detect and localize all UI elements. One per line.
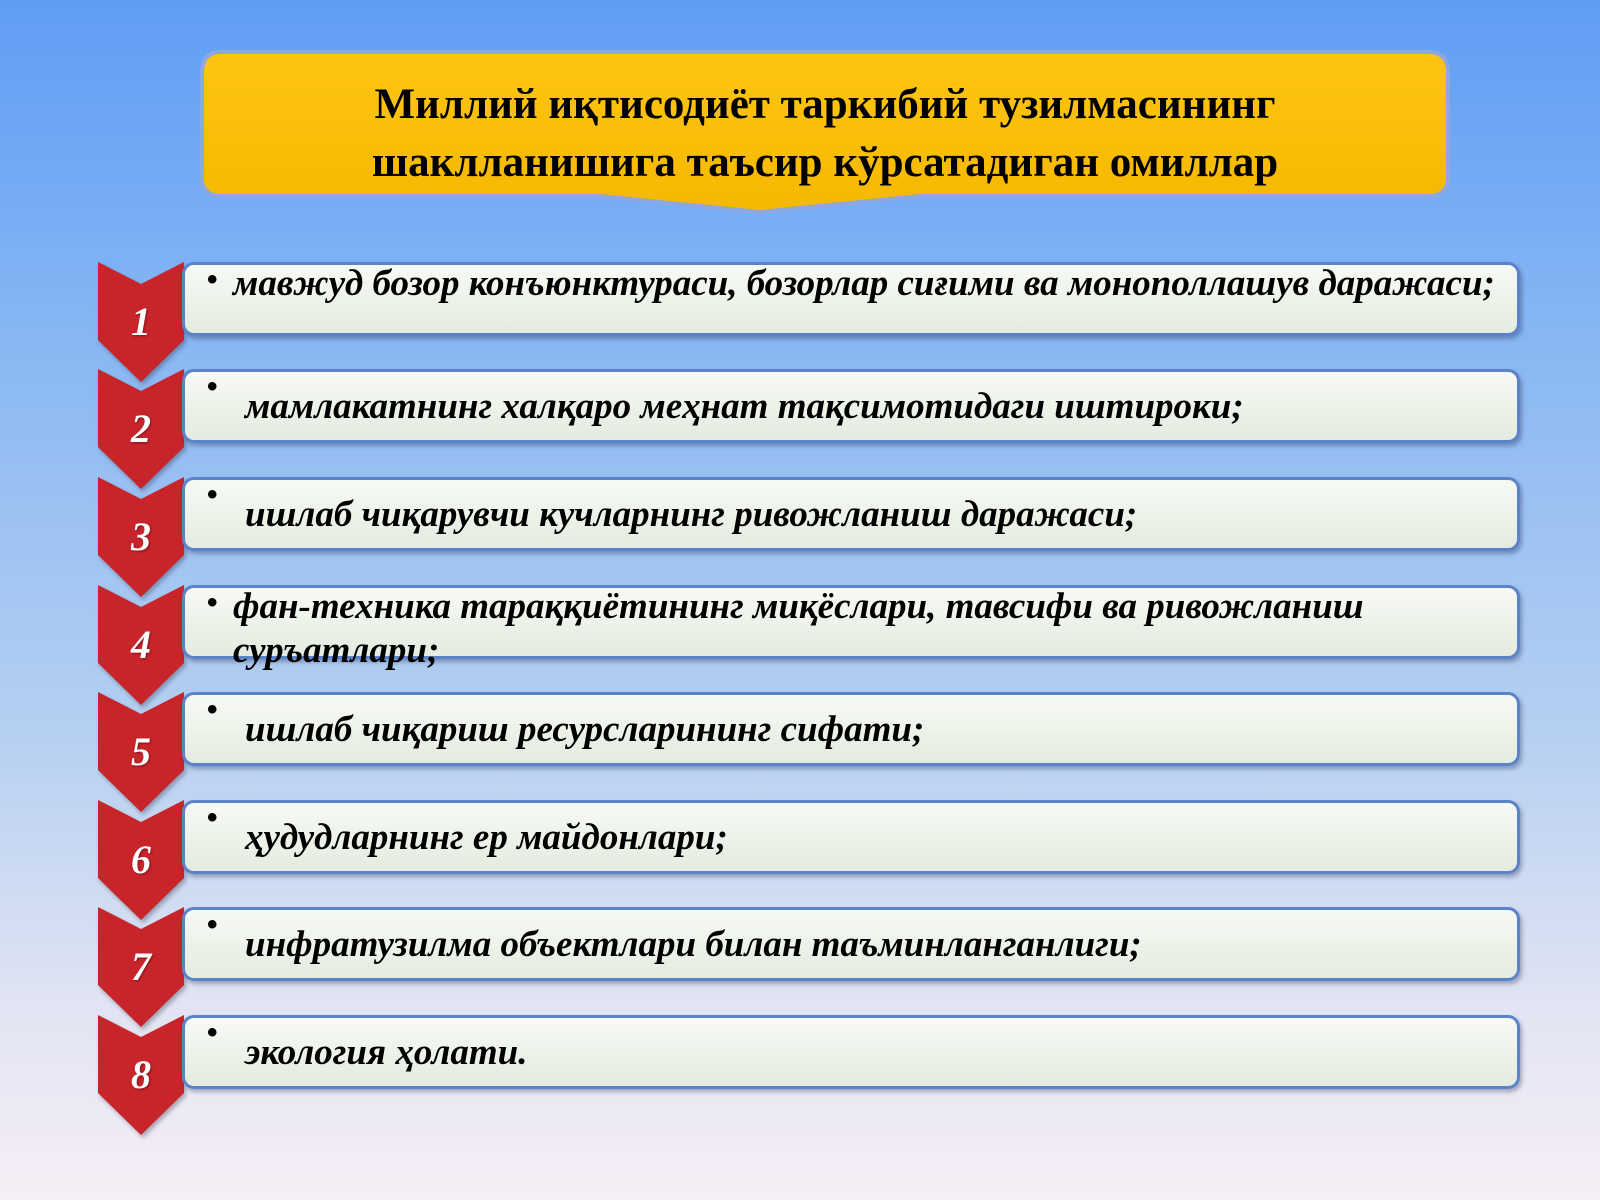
factor-number: 8	[131, 1052, 151, 1097]
factor-box	[182, 477, 1520, 551]
factor-text: инфратузилма объектлари билан таъминланганлиги;	[245, 924, 1142, 965]
bullet-icon: •	[207, 370, 218, 403]
factor-row	[98, 800, 1528, 920]
bullet-icon: •	[207, 263, 218, 296]
bullet-icon: •	[207, 478, 218, 511]
factor-box	[182, 692, 1520, 766]
chevron-marker	[98, 1015, 184, 1135]
factor-row	[98, 585, 1528, 705]
factor-text: экология ҳолати.	[245, 1032, 528, 1073]
bullet-icon: •	[207, 693, 218, 726]
factor-text: мамлакатнинг халқаро меҳнат тақсимотидаги иштироки;	[245, 386, 1244, 427]
factor-number: 4	[131, 622, 151, 667]
factor-text: ишлаб чиқарувчи кучларнинг ривожланиш даражаси;	[245, 494, 1138, 535]
factor-box	[182, 1015, 1520, 1089]
factor-number: 6	[131, 837, 151, 882]
title-line-1: Миллий иқтисодиёт таркибий тузилмасининг	[374, 81, 1276, 128]
bullet-icon: •	[207, 908, 218, 941]
factor-text: ҳудудларнинг ер майдонлари;	[245, 817, 728, 858]
title-line-2: шаклланишига таъсир кўрсатадиган омиллар	[371, 139, 1279, 186]
factor-row	[98, 692, 1528, 812]
factor-text: ишлаб чиқариш ресурсларининг сифати;	[245, 709, 925, 750]
page-title	[200, 76, 1450, 192]
chevron-marker	[98, 800, 184, 920]
factor-box	[182, 800, 1520, 874]
title-banner	[200, 50, 1450, 200]
chevron-marker	[98, 585, 184, 705]
chevron-marker	[98, 477, 184, 597]
factor-text: фан-техника тараққиётининг миқёслари, тавсифи ва ривожланиш суръатлари;	[233, 586, 1364, 671]
factor-box	[182, 262, 1520, 336]
factor-number: 7	[131, 944, 151, 989]
factor-box	[182, 585, 1520, 671]
factor-number: 2	[131, 406, 151, 451]
bullet-icon: •	[207, 1016, 218, 1049]
chevron-marker	[98, 369, 184, 489]
factor-number: 1	[131, 299, 151, 344]
bullet-icon: •	[207, 586, 218, 619]
factor-number: 3	[131, 514, 151, 559]
factor-box	[182, 369, 1520, 443]
chevron-marker	[98, 907, 184, 1027]
factor-row	[98, 907, 1528, 1027]
factor-box	[182, 907, 1520, 981]
factor-text: мавжуд бозор конъюнктураси, бозорлар сиғими ва монополлашув даражаси;	[233, 263, 1495, 304]
factor-row	[98, 262, 1528, 382]
chevron-marker	[98, 262, 184, 382]
bullet-icon: •	[207, 801, 218, 834]
factor-row	[98, 477, 1528, 597]
chevron-marker	[98, 692, 184, 812]
factor-number: 5	[131, 729, 151, 774]
factor-row	[98, 1015, 1528, 1135]
factor-row	[98, 369, 1528, 489]
